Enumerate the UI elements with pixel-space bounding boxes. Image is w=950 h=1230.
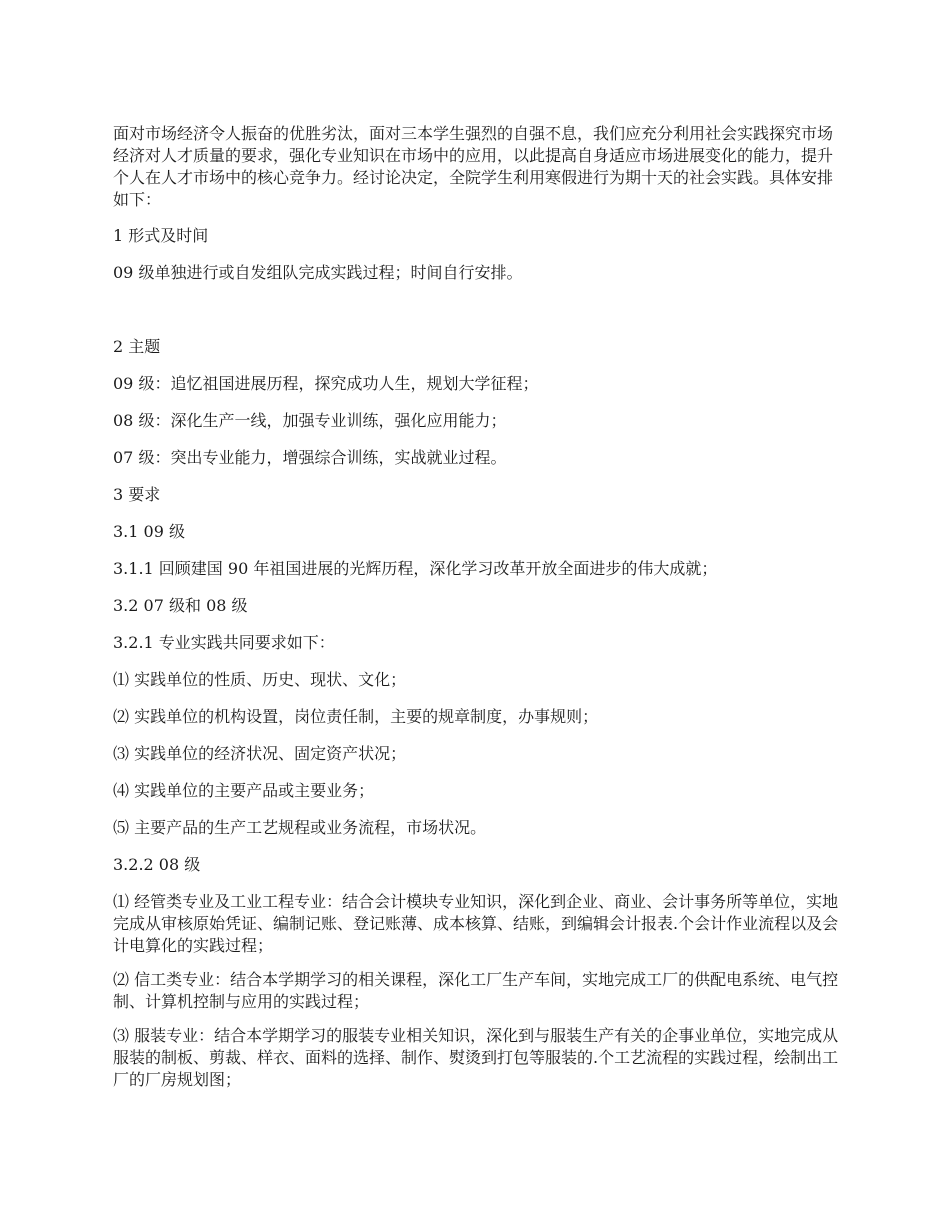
section-heading-theme: 2 主题 bbox=[113, 337, 161, 356]
requirement-3-1-1: 3.1.1 回顾建国 90 年祖国进展的光辉历程，深化学习改革开放全面进步的伟大成就； bbox=[113, 559, 718, 578]
requirement-08-apparel: ⑶ 服装专业：结合本学期学习的服装专业相关知识，深化到与服装生产有关的企事业单位，实地完成从服装的制板、剪裁、样衣、面料的选择、制作、熨烫到打包等服装的.个工艺流程的实践过程，绘制出工厂的厂房规划图； bbox=[113, 1026, 839, 1089]
subsection-heading-3-1: 3.1 09 级 bbox=[113, 522, 185, 541]
document-body bbox=[113, 123, 839, 1103]
theme-item-07: 07 级：突出专业能力，增强综合训练，实战就业过程。 bbox=[113, 448, 507, 467]
theme-item-09: 09 级：追忆祖国进展历程，探究成功人生，规划大学征程； bbox=[113, 374, 539, 393]
subsection-heading-3-2-2: 3.2.2 08 级 bbox=[113, 855, 201, 874]
list-item-3: ⑶ 实践单位的经济状况、固定资产状况； bbox=[113, 744, 407, 763]
theme-item-08: 08 级：深化生产一线，加强专业训练，强化应用能力； bbox=[113, 411, 507, 430]
requirement-08-information: ⑵ 信工类专业：结合本学期学习的相关课程，深化工厂生产车间，实地完成工厂的供配电系统、电气控制、计算机控制与应用的实践过程； bbox=[113, 970, 839, 1011]
list-item-1: ⑴ 实践单位的性质、历史、现状、文化； bbox=[113, 670, 407, 689]
intro-paragraph: 面对市场经济令人振奋的优胜劣汰，面对三本学生强烈的自强不息，我们应充分利用社会实践探究市场经济对人才质量的要求，强化专业知识在市场中的应用，以此提高自身适应市场进展变化的能力，提升个人在人才市场中的核心竞争力。经讨论决定，全院学生利用寒假进行为期十天的社会实践。具体安排如下： bbox=[113, 124, 834, 209]
list-item-4: ⑷ 实践单位的主要产品或主要业务； bbox=[113, 781, 375, 800]
list-item-2: ⑵ 实践单位的机构设置，岗位责任制，主要的规章制度，办事规则； bbox=[113, 707, 599, 726]
section-heading-form-time: 1 形式及时间 bbox=[113, 226, 209, 245]
subsection-heading-3-2-1: 3.2.1 专业实践共同要求如下： bbox=[113, 633, 335, 652]
requirement-08-economics: ⑴ 经管类专业及工业工程专业：结合会计模块专业知识，深化到企业、商业、会计事务所等单位，实地完成从审核原始凭证、编制记账、登记账薄、成本核算、结账，到编辑会计报表.个会计作业流程以及会计电算化的实践过程； bbox=[113, 892, 839, 955]
subsection-heading-3-2: 3.2 07 级和 08 级 bbox=[113, 596, 248, 615]
section-heading-requirements: 3 要求 bbox=[113, 485, 161, 504]
list-item-5: ⑸ 主要产品的生产工艺规程或业务流程，市场状况。 bbox=[113, 818, 487, 837]
form-time-text: 09 级单独进行或自发组队完成实践过程；时间自行安排。 bbox=[113, 263, 523, 282]
